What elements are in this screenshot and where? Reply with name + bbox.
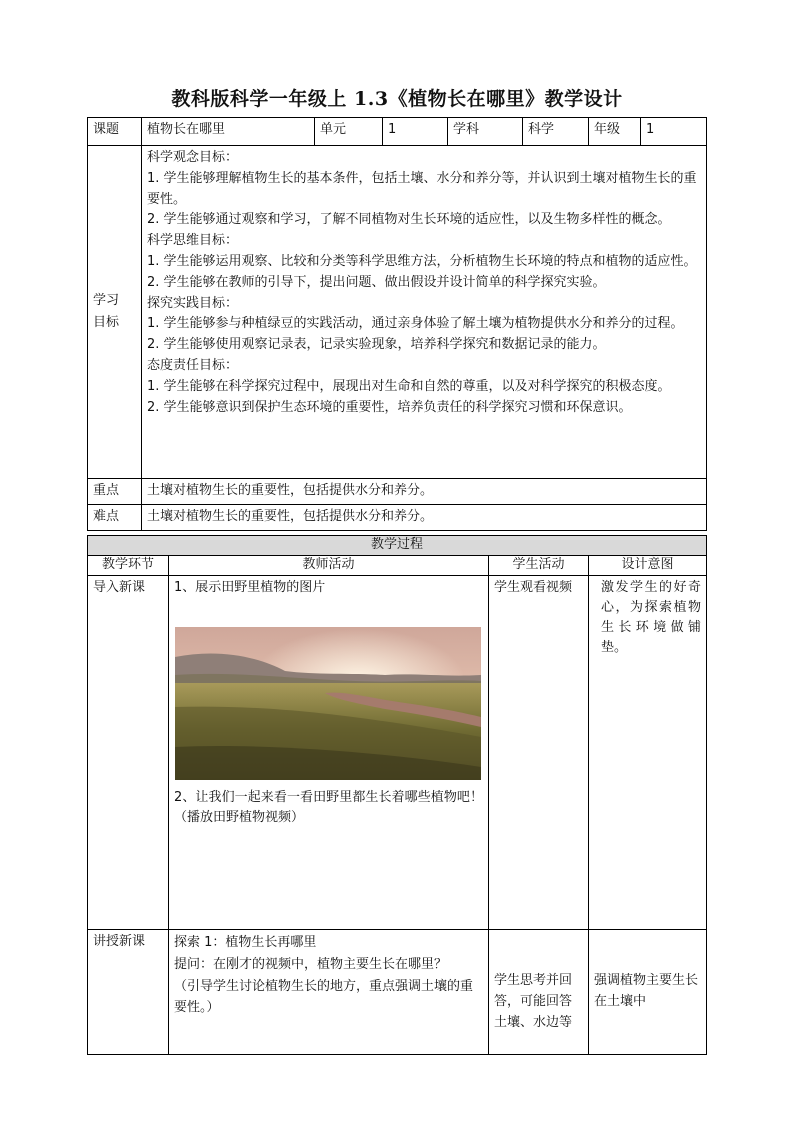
student-cell: 学生观看视频 (489, 576, 589, 930)
teacher-step: （引导学生讨论植物生长的地方，重点强调土壤的重要性。） (174, 979, 474, 1015)
teacher-step: 探索 1：植物生长再哪里 (174, 935, 317, 950)
teacher-cell (169, 930, 489, 1055)
stage-cell: 讲授新课 (88, 930, 169, 1055)
objectives-label (88, 146, 142, 479)
difficulty-row (88, 505, 707, 531)
lesson-label: 课题 (88, 118, 142, 146)
subject-value: 科学 (523, 118, 589, 146)
grade-label: 年级 (589, 118, 641, 146)
objective-item: 2. 学生能够意识到保护生态环境的重要性，培养负责任的科学探究习惯和环保意识。 (147, 399, 632, 415)
stage-cell: 导入新课 (88, 576, 169, 930)
objective-heading: 探究实践目标： (147, 295, 239, 311)
teacher-step: 1、展示田野里植物的图片 (174, 580, 326, 595)
objective-item: 2. 学生能够使用观察记录表，记录实验现象，培养科学探究和数据记录的能力。 (147, 337, 606, 353)
process-table (87, 535, 707, 1055)
grade-value: 1 (641, 118, 707, 146)
objective-item: 2. 学生能够在教师的引导下，提出问题、做出假设并设计简单的科学探究实验。 (147, 274, 606, 290)
objectives-row (88, 146, 707, 479)
teacher-cell (169, 576, 489, 930)
process-header-row (88, 556, 707, 576)
objective-heading: 科学观念目标： (147, 150, 239, 165)
objective-item: 1. 学生能够理解植物生长的基本条件，包括土壤、水分和养分等，并认识到土壤对植物生长的重要性。 (147, 170, 697, 207)
col-header-stage: 教学环节 (88, 556, 169, 576)
field-landscape-photo (175, 627, 481, 780)
key-point-row (88, 479, 707, 505)
lesson-plan-table (87, 117, 707, 531)
objective-item: 1. 学生能够在科学探究过程中，展现出对生命和自然的尊重，以及对科学探究的积极态度。 (147, 378, 671, 394)
objectives-label-text: 学习目标 (93, 293, 120, 330)
info-row (88, 118, 707, 146)
lesson-value: 植物长在哪里 (142, 118, 315, 146)
process-heading: 教学过程 (88, 536, 707, 556)
key-point-value: 土壤对植物生长的重要性，包括提供水分和养分。 (142, 479, 707, 505)
unit-label: 单元 (315, 118, 383, 146)
intent-cell: 强调植物主要生长在土壤中 (589, 930, 707, 1055)
col-header-teacher: 教师活动 (169, 556, 489, 576)
objective-heading: 科学思维目标： (147, 233, 239, 249)
process-row-intro (88, 576, 707, 930)
objective-item: 1. 学生能够参与种植绿豆的实践活动，通过亲身体验了解土壤为植物提供水分和养分的过程。 (147, 316, 684, 332)
objective-item: 1. 学生能够运用观察、比较和分类等科学思维方法，分析植物生长环境的特点和植物的适应性。 (147, 253, 697, 269)
process-row-new-lesson (88, 930, 707, 1055)
objectives-content (142, 146, 707, 479)
difficulty-value: 土壤对植物生长的重要性，包括提供水分和养分。 (142, 505, 707, 531)
objective-item: 2. 学生能够通过观察和学习，了解不同植物对生长环境的适应性，以及生物多样性的概念。 (147, 212, 671, 228)
document-title: 教科版科学一年级上 1.3《植物长在哪里》教学设计 (171, 88, 623, 110)
intent-cell: 激发学生的好奇心，为探索植物生长环境做铺垫。 (589, 576, 707, 930)
teacher-step: 2、让我们一起来看一看田野里都生长着哪些植物吧！（播放田野植物视频） (174, 790, 483, 825)
col-header-intent: 设计意图 (589, 556, 707, 576)
col-header-student: 学生活动 (489, 556, 589, 576)
teacher-step: 提问：在刚才的视频中，植物主要生长在哪里？ (174, 957, 448, 972)
unit-value: 1 (383, 118, 448, 146)
student-cell: 学生思考并回答，可能回答土壤、水边等 (489, 930, 589, 1055)
difficulty-label: 难点 (88, 505, 142, 531)
objective-heading: 态度责任目标： (147, 357, 239, 373)
subject-label: 学科 (448, 118, 523, 146)
key-point-label: 重点 (88, 479, 142, 505)
